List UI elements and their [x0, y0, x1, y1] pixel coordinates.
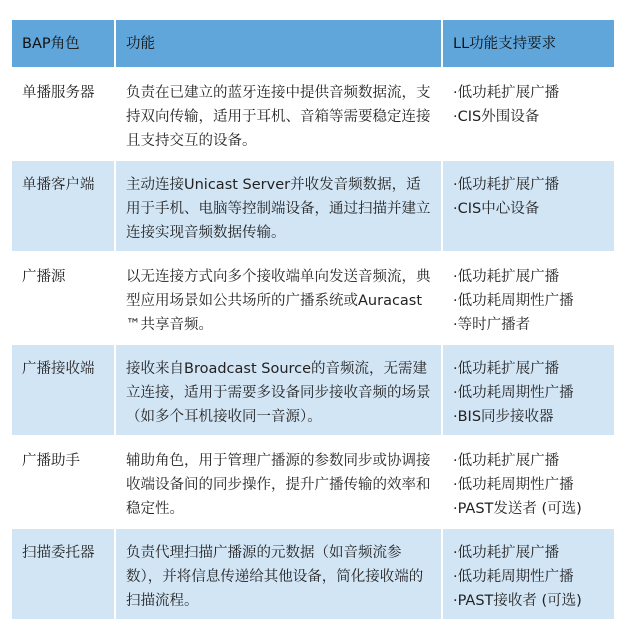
- role-cell: 广播源: [11, 252, 115, 344]
- table-row: [11, 68, 615, 160]
- bap-roles-table: [10, 18, 616, 621]
- requirement-item: ·低功耗扩展广播: [453, 269, 560, 285]
- requirement-item: ·低功耗扩展广播: [453, 85, 560, 101]
- role-cell: 广播助手: [11, 436, 115, 528]
- requirements-cell: [442, 160, 615, 252]
- requirements-cell: [442, 344, 615, 436]
- requirement-item: ·BIS同步接收器: [453, 409, 554, 425]
- requirements-cell: [442, 528, 615, 620]
- role-cell: 扫描委托器: [11, 528, 115, 620]
- header-function: 功能: [115, 19, 442, 68]
- requirement-item: ·等时广播者: [453, 317, 531, 333]
- table-row: [11, 528, 615, 620]
- role-cell: 广播接收端: [11, 344, 115, 436]
- header-role: BAP角色: [11, 19, 115, 68]
- table-row: [11, 252, 615, 344]
- requirement-item: ·低功耗扩展广播: [453, 453, 560, 469]
- table-row: [11, 160, 615, 252]
- requirement-item: ·CIS中心设备: [453, 201, 540, 217]
- function-cell: 接收来自Broadcast Source的音频流，无需建立连接，适用于需要多设备同步接收音频的场景（如多个耳机接收同一音源）。: [115, 344, 442, 436]
- table-header-row: [11, 19, 615, 68]
- requirement-item: ·低功耗周期性广播: [453, 569, 574, 585]
- function-cell: 辅助角色，用于管理广播源的参数同步或协调接收端设备间的同步操作，提升广播传输的效率和稳定性。: [115, 436, 442, 528]
- requirement-item: ·低功耗扩展广播: [453, 361, 560, 377]
- requirement-item: ·低功耗扩展广播: [453, 545, 560, 561]
- bap-roles-table-container: [10, 18, 614, 621]
- requirement-item: ·CIS外围设备: [453, 109, 540, 125]
- table-row: [11, 436, 615, 528]
- requirement-item: ·PAST发送者 (可选): [453, 501, 582, 517]
- function-cell: 负责代理扫描广播源的元数据（如音频流参数），并将信息传递给其他设备，简化接收端的扫描流程。: [115, 528, 442, 620]
- requirement-item: ·低功耗周期性广播: [453, 477, 574, 493]
- requirement-item: ·低功耗周期性广播: [453, 385, 574, 401]
- requirement-item: ·低功耗扩展广播: [453, 177, 560, 193]
- requirements-cell: [442, 68, 615, 160]
- function-cell: 负责在已建立的蓝牙连接中提供音频数据流，支持双向传输，适用于耳机、音箱等需要稳定连接且支持交互的设备。: [115, 68, 442, 160]
- table-row: [11, 344, 615, 436]
- function-cell: 主动连接Unicast Server并收发音频数据，适用于手机、电脑等控制端设备，通过扫描并建立连接实现音频数据传输。: [115, 160, 442, 252]
- role-cell: 单播客户端: [11, 160, 115, 252]
- function-cell: 以无连接方式向多个接收端单向发送音频流，典型应用场景如公共场所的广播系统或Auracast™共享音频。: [115, 252, 442, 344]
- header-ll-requirements: LL功能支持要求: [442, 19, 615, 68]
- requirements-cell: [442, 436, 615, 528]
- requirement-item: ·低功耗周期性广播: [453, 293, 574, 309]
- requirements-cell: [442, 252, 615, 344]
- role-cell: 单播服务器: [11, 68, 115, 160]
- requirement-item: ·PAST接收者 (可选): [453, 593, 582, 609]
